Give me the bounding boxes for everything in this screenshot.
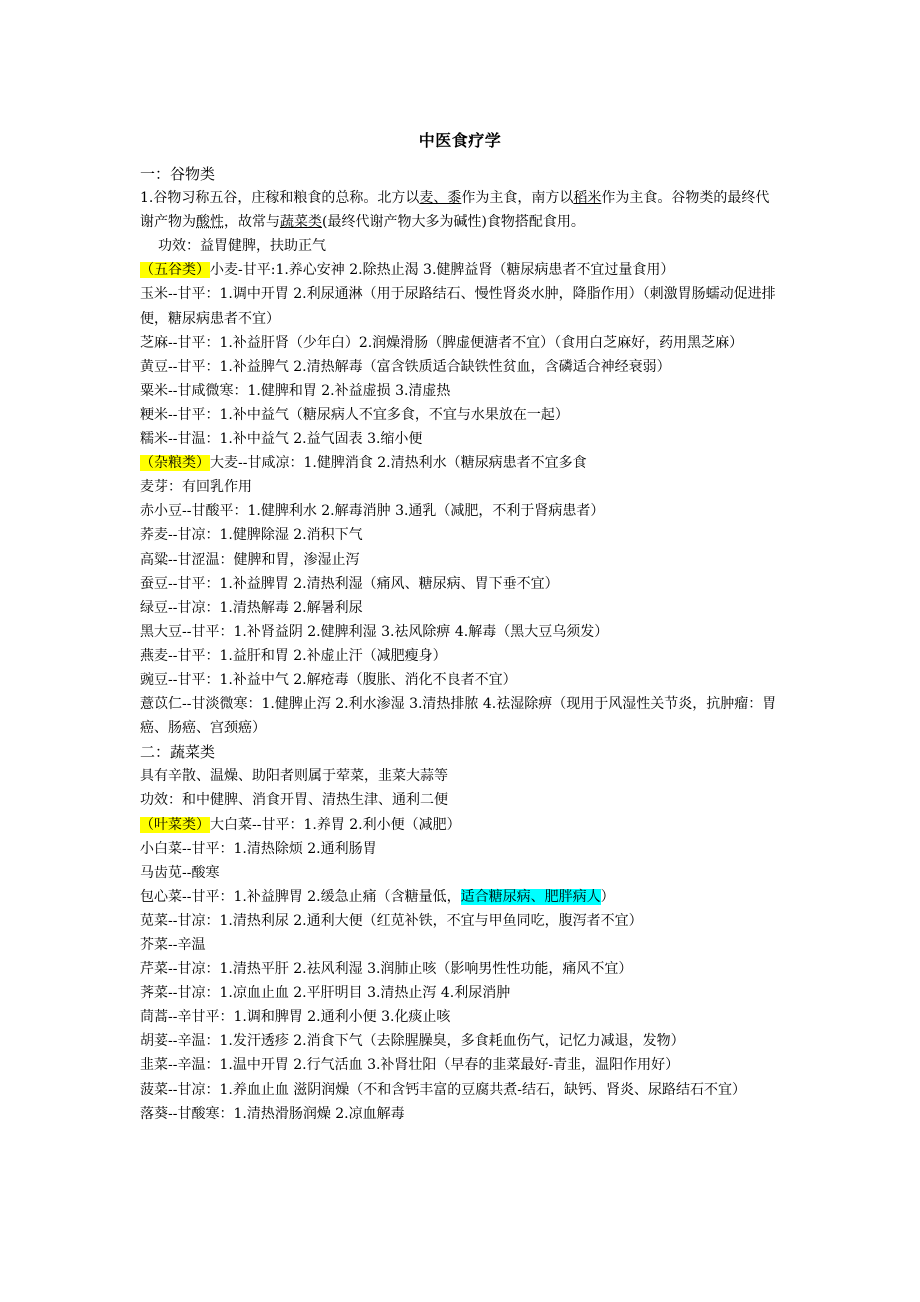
text-segment: 小白菜--甘平：1.清热除烦 2.通利肠胃 (140, 840, 377, 857)
text-line (140, 668, 782, 692)
text-segment: 落葵--甘酸寒：1.清热滑肠润燥 2.凉血解毒 (140, 1105, 405, 1122)
text-segment: 麦、黍 (419, 190, 462, 207)
text-line (140, 379, 782, 403)
text-segment: 茼蒿--辛甘平：1.调和脾胃 2.通利小便 3.化痰止咳 (140, 1009, 451, 1026)
text-segment: 菠菜--甘凉：1.养血止血 滋阴润燥（不和含钙丰富的豆腐共煮-结石，缺钙、肾炎、尿路结石不宜） (140, 1081, 746, 1098)
text-segment: 一：谷物类 (140, 165, 216, 183)
text-segment: 芥菜--辛温 (140, 937, 206, 953)
text-segment: 苋菜--甘凉：1.清热利尿 2.通利大便（红苋补铁，不宜与甲鱼同吃，腹泻者不宜） (140, 912, 643, 929)
section-heading (140, 740, 782, 764)
text-line (140, 981, 782, 1005)
text-line (140, 258, 782, 282)
text-line (140, 572, 782, 596)
text-segment: 高粱--甘涩温：健脾和胃，渗湿止泻 (140, 551, 360, 568)
text-line (140, 427, 782, 451)
text-line (140, 331, 782, 355)
text-segment: 酸性 (196, 214, 224, 231)
text-line (140, 1029, 782, 1053)
text-line (140, 234, 782, 258)
text-line (140, 1078, 782, 1102)
text-line (140, 282, 782, 330)
text-line (140, 1053, 782, 1077)
text-segment: 作为主食。谷物类的最终代谢产物为 (140, 190, 770, 231)
text-segment: 粳米--甘平：1.补中益气（糖尿病人不宜多食，不宜与水果放在一起） (140, 406, 569, 423)
text-segment: 马齿苋--酸寒 (140, 864, 220, 881)
text-line (140, 861, 782, 885)
text-segment: 麦芽：有回乳作用 (140, 479, 252, 496)
text-segment: ） (600, 888, 615, 905)
text-segment: 韭菜--辛温：1.温中开胃 2.行气活血 3.补肾壮阳（早春的韭菜最好-青韭，温阳作用好） (140, 1057, 680, 1074)
text-segment: 玉米--甘平：1.调中开胃 2.利尿通淋（用于尿路结石、慢性肾炎水肿，降脂作用）（刺激胃肠蠕动促进排便，糖尿病患者不宜） (140, 286, 776, 327)
text-line (140, 355, 782, 379)
text-segment: 具有辛散、温燥、助阳者则属于荤菜，韭菜大蒜等 (140, 768, 448, 785)
text-line (140, 403, 782, 427)
text-line (140, 499, 782, 523)
text-segment: 作为主食，南方以 (461, 190, 574, 207)
text-line (140, 813, 782, 837)
text-segment: 赤小豆--甘酸平：1.健脾利水 2.解毒消肿 3.通乳（减肥，不利于肾病患者） (140, 503, 605, 520)
text-segment: 蚕豆--甘平：1.补益脾胃 2.清热利湿（痛风、糖尿病、胃下垂不宜） (140, 575, 559, 592)
text-line (140, 933, 782, 957)
text-segment: 荞麦--甘凉：1.健脾除湿 2.消积下气 (140, 527, 363, 544)
text-line (140, 837, 782, 861)
text-line (140, 451, 782, 475)
text-segment: 功效：益胃健脾，扶助正气 (158, 238, 326, 255)
text-line (140, 957, 782, 981)
text-line (140, 620, 782, 644)
document-body (140, 162, 782, 1126)
text-line (140, 788, 782, 812)
text-segment: 二：蔬菜类 (140, 743, 216, 762)
text-segment: 大麦--甘咸凉：1.健脾消食 2.清热利水（糖尿病患者不宜多食 (210, 455, 587, 472)
text-line (140, 692, 782, 740)
text-segment: 燕麦--甘平：1.益肝和胃 2.补虚止汗（减肥瘦身） (140, 647, 447, 664)
text-segment: 小麦-甘平:1.养心安神 2.除热止渴 3.健脾益肾（糖尿病患者不宜过量食用） (210, 262, 675, 279)
section-heading (140, 162, 782, 186)
text-segment: (最终代谢产物大多为碱性)食物搭配食用。 (322, 214, 585, 231)
text-segment: 粟米--甘咸微寒：1.健脾和胃 2.补益虚损 3.清虚热 (140, 382, 451, 399)
text-segment: 黄豆--甘平：1.补益脾气 2.清热解毒（富含铁质适合缺铁性贫血，含磷适合神经衰弱） (140, 358, 671, 375)
text-segment: 包心菜--甘平：1.补益脾胃 2.缓急止痛（含糖量低， (140, 888, 461, 905)
text-segment: 绿豆--甘凉：1.清热解毒 2.解暑利尿 (140, 599, 363, 616)
text-segment: 大白菜--甘平：1.养胃 2.利小便（减肥） (210, 816, 461, 833)
text-line (140, 475, 782, 499)
text-segment: 荠菜--甘凉：1.凉血止血 2.平肝明目 3.清热止泻 4.利尿消肿 (140, 985, 511, 1002)
highlighted-text: （五谷类） (140, 262, 210, 279)
document-title: 中医食疗学 (418, 131, 502, 150)
text-segment: 薏苡仁--甘淡微寒：1.健脾止泻 2.利水渗湿 3.清热排脓 4.祛湿除痹（现用于风湿性关节炎，抗肿瘤：胃癌、肠癌、宫颈癌） (140, 696, 777, 737)
text-line (140, 186, 782, 234)
text-line (140, 523, 782, 547)
text-segment: 蔬菜类 (280, 214, 322, 231)
text-segment: 豌豆--甘平：1.补益中气 2.解疮毒（腹胀、消化不良者不宜） (140, 671, 517, 688)
text-line (140, 909, 782, 933)
text-segment: 芝麻--甘平：1.补益肝肾（少年白）2.润燥滑肠（脾虚便溏者不宜）（食用白芝麻好，药用黑芝麻） (140, 334, 744, 351)
highlighted-text: 适合糖尿病、肥胖病人 (460, 888, 601, 905)
text-segment: ，故常与 (224, 214, 280, 231)
text-segment: 芹菜--甘凉：1.清热平肝 2.祛风利湿 3.润肺止咳（影响男性性功能，痛风不宜） (140, 961, 633, 978)
text-line (140, 548, 782, 572)
text-segment: 功效：和中健脾、消食开胃、清热生津、通利二便 (140, 792, 448, 809)
text-line (140, 644, 782, 668)
highlighted-text: （叶菜类） (140, 816, 210, 833)
text-segment: 黑大豆--甘平：1.补肾益阴 2.健脾利湿 3.祛风除痹 4.解毒（黑大豆乌须发） (140, 623, 609, 640)
text-line (140, 596, 782, 620)
text-line (140, 1102, 782, 1126)
text-line (140, 1005, 782, 1029)
text-line (140, 764, 782, 788)
text-segment: 稻米 (573, 190, 602, 207)
text-segment: 胡荽--辛温：1.发汗透疹 2.消食下气（去除腥臊臭，多食耗血伤气，记忆力减退，发物） (140, 1033, 685, 1050)
text-segment: 糯米--甘温：1.补中益气 2.益气固表 3.缩小便 (140, 431, 423, 448)
highlighted-text: （杂粮类） (140, 455, 210, 472)
text-line (140, 885, 782, 909)
text-segment: 1.谷物习称五谷，庄稼和粮食的总称。北方以 (140, 190, 420, 207)
